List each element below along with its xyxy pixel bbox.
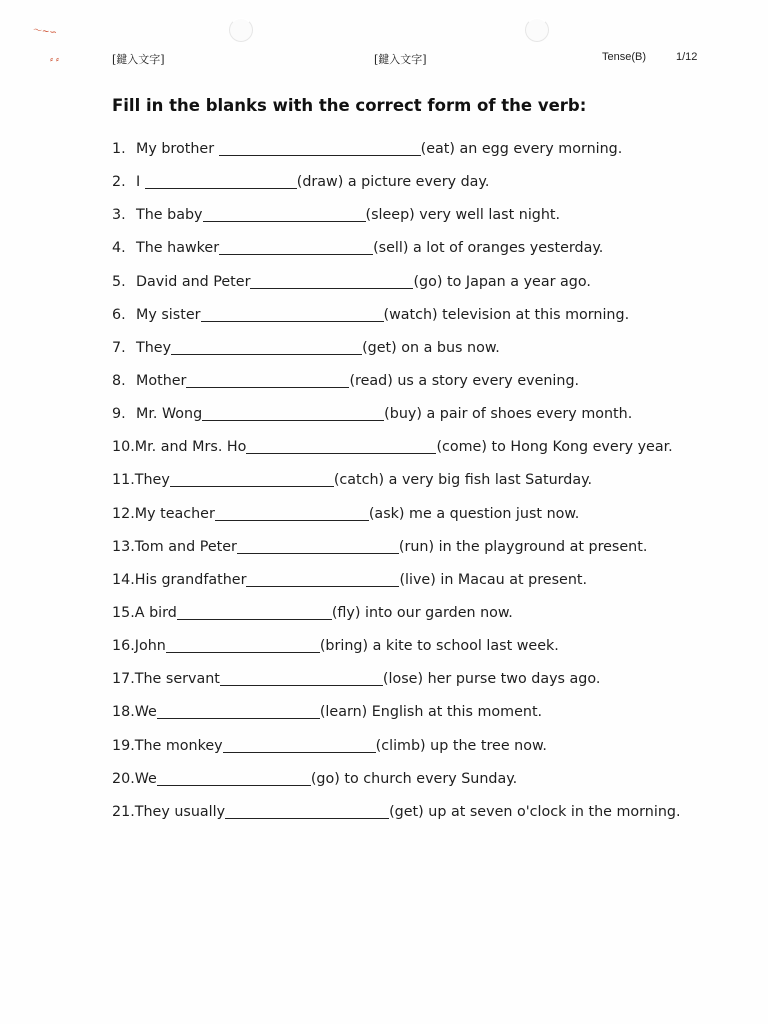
item-clue: (come) to Hong Kong every year. [436,439,673,456]
item-clue: (ask) me a question just now. [368,505,580,522]
answer-blank[interactable] [166,636,320,653]
header-section: Tense(B) [602,51,647,63]
answer-blank[interactable] [219,238,373,255]
item-number: 12. [112,505,135,522]
scan-mark-top: 〜∼∽ [32,25,58,39]
item-clue: (sell) a lot of oranges yesterday. [373,240,604,257]
answer-blank[interactable] [223,736,376,753]
exercise-item [112,537,732,570]
answer-blank[interactable] [225,802,389,819]
item-clue: (read) us a story every evening. [349,372,580,389]
item-clue: (sleep) very well last night. [365,207,561,224]
answer-blank[interactable] [177,603,332,620]
exercise-item [112,172,732,205]
item-subject: Mother [136,372,187,389]
item-number: 18. [112,704,135,721]
item-number: 21. [112,803,135,820]
item-number: 20. [112,770,135,787]
item-subject: The servant [134,671,220,688]
item-clue: (buy) a pair of shoes every month. [384,406,633,423]
item-subject: We [134,704,157,721]
header-left-text: [鍵入文字] [112,53,165,66]
exercise-list [112,139,732,835]
item-subject: My sister [136,306,201,323]
item-subject: Mr. Wong [136,406,203,423]
answer-blank[interactable] [202,404,384,421]
scan-mark-left: ⸗ ⸗ [50,55,59,65]
exercise-item [112,603,732,636]
answer-blank[interactable] [186,371,349,388]
item-subject: My teacher [134,505,215,522]
item-subject: The monkey [134,737,223,754]
item-subject: They usually [134,803,226,820]
answer-blank[interactable] [219,139,421,156]
answer-blank[interactable] [246,570,399,587]
item-number: 9. [112,406,126,423]
exercise-item [112,669,732,702]
exercise-item [112,570,732,603]
answer-blank[interactable] [215,504,369,521]
exercise-item [112,437,732,470]
item-number: 14. [112,571,135,588]
item-clue: (go) to church every Sunday. [310,770,518,787]
item-number: 16. [112,638,135,655]
item-clue: (bring) a kite to school last week. [319,638,559,655]
exercise-item [112,139,732,172]
item-number: 19. [112,737,135,754]
header-page-number: 1/12 [676,51,698,63]
exercise-item [112,769,732,802]
exercise-item [112,238,732,271]
item-subject: John [134,638,166,655]
item-clue: (run) in the playground at present. [398,538,648,555]
item-number: 6. [112,306,126,323]
exercise-item [112,272,732,305]
item-clue: (climb) up the tree now. [375,737,547,754]
item-number: 11. [112,472,135,489]
item-number: 8. [112,372,126,389]
answer-blank[interactable] [203,205,366,222]
header-center-text: [鍵入文字] [374,53,427,66]
item-clue: (draw) a picture every day. [296,174,490,191]
item-clue: (learn) English at this moment. [319,704,543,721]
item-number: 2. [112,174,126,191]
answer-blank[interactable] [170,470,334,487]
exercise-item [112,470,732,503]
item-clue: (go) to Japan a year ago. [413,273,591,290]
item-clue: (eat) an egg every morning. [420,141,623,157]
exercise-item [112,504,732,537]
item-clue: (watch) television at this morning. [383,306,630,323]
item-subject: My brother [136,141,219,157]
item-subject: We [134,770,157,787]
item-subject: Tom and Peter [134,538,237,555]
item-clue: (live) in Macau at present. [399,571,588,588]
item-clue: (lose) her purse two days ago. [382,671,601,688]
exercise-item [112,802,732,835]
item-number: 15. [112,604,135,621]
item-clue: (get) up at seven o'clock in the morning. [389,803,681,820]
item-number: 4. [112,240,126,257]
exercise-item [112,305,732,338]
item-subject: His grandfather [134,571,247,588]
item-subject: Mr. and Mrs. Ho [134,439,247,456]
item-subject: David and Peter [136,273,251,290]
worksheet-title: Fill in the blanks with the correct form of the verb: [112,96,587,115]
item-subject: A bird [134,604,177,621]
item-clue: (fly) into our garden now. [331,604,513,621]
item-subject: I [136,174,145,191]
answer-blank[interactable] [250,272,413,289]
answer-blank[interactable] [157,769,311,786]
item-subject: The baby [136,207,203,224]
item-subject: The hawker [136,240,220,257]
item-subject: They [136,339,172,356]
exercise-item [112,404,732,437]
answer-blank[interactable] [171,338,362,355]
item-clue: (catch) a very big fish last Saturday. [333,472,593,489]
answer-blank[interactable] [220,669,383,686]
item-number: 3. [112,207,126,224]
exercise-item [112,736,732,769]
exercise-item [112,371,732,404]
item-number: 17. [112,671,135,688]
punch-hole-left [229,18,253,42]
item-number: 13. [112,538,135,555]
exercise-item [112,636,732,669]
exercise-item [112,205,732,238]
item-number: 5. [112,273,126,290]
answer-blank[interactable] [246,437,436,454]
answer-blank[interactable] [201,305,384,322]
item-clue: (get) on a bus now. [362,339,500,356]
item-number: 1. [112,141,126,157]
item-number: 10. [112,439,135,456]
exercise-item [112,702,732,735]
item-number: 7. [112,339,126,356]
answer-blank[interactable] [145,172,297,189]
punch-hole-right [525,18,549,42]
item-subject: They [134,472,170,489]
answer-blank[interactable] [237,537,399,554]
answer-blank[interactable] [157,702,320,719]
exercise-item [112,338,732,371]
